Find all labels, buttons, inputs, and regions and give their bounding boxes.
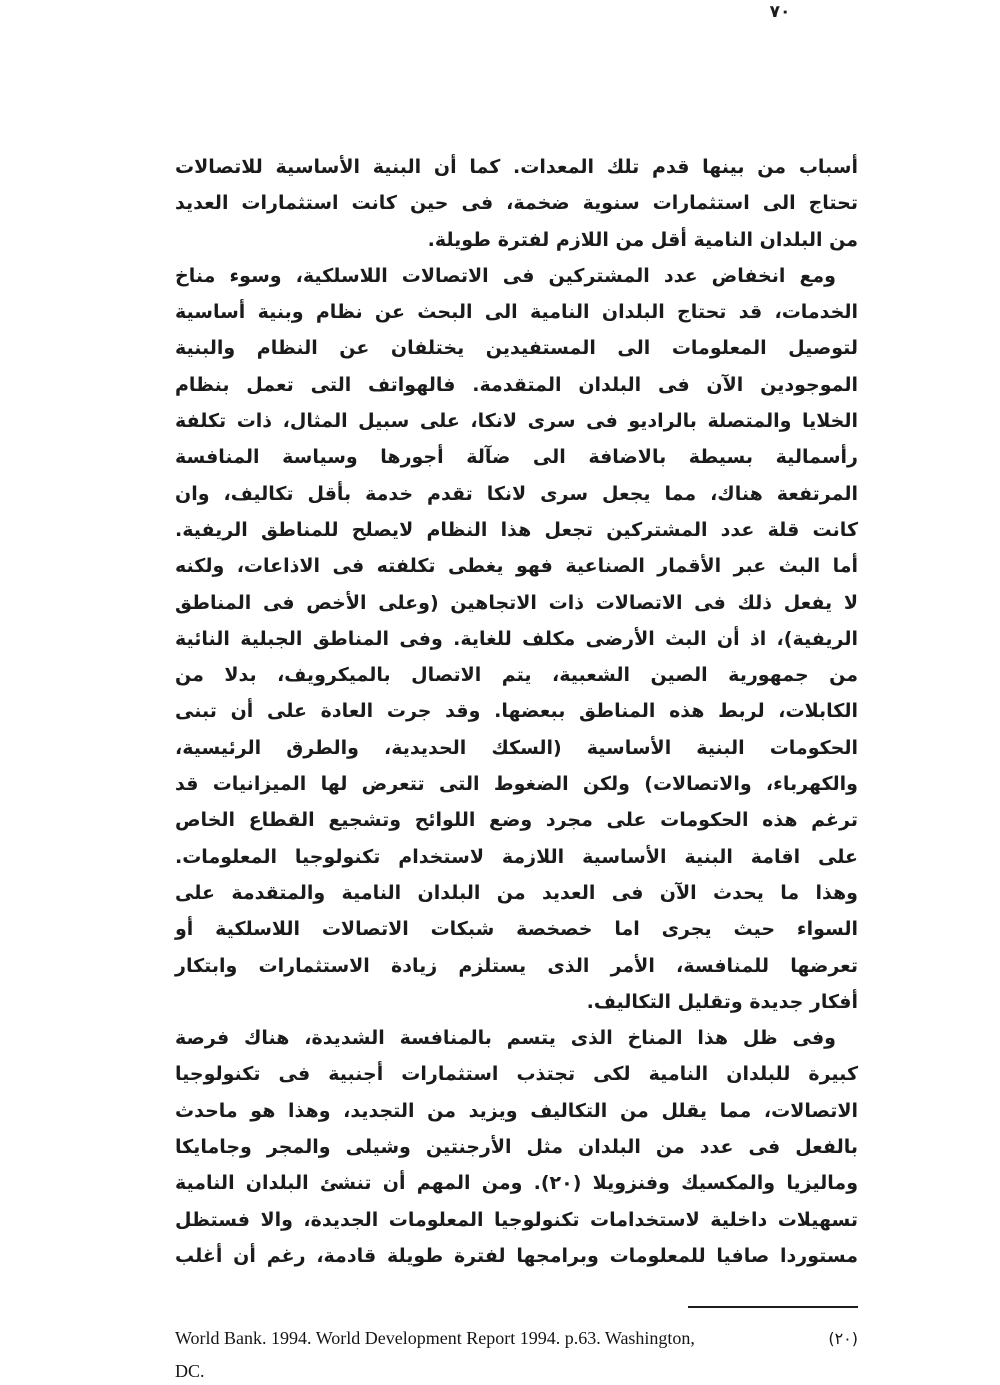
text-line: المرتفعة هناك، مما يجعل سرى لانكا تقدم خدمة بأقل تكاليف، وان — [175, 482, 858, 505]
body-text — [175, 149, 858, 1274]
text-line: تعرضها للمنافسة، الأمر الذى يستلزم زيادة الاستثمارات وابتكار — [175, 954, 858, 977]
text-line: من البلدان النامية أقل من اللازم لفترة طويلة. — [427, 228, 858, 251]
footnote-marker: (٢٠) — [828, 1329, 858, 1348]
text-line: تحتاج الى استثمارات سنوية ضخمة، فى حين كانت استثمارات العديد — [175, 192, 858, 215]
text-line: الخدمات، قد تحتاج البلدان النامية الى البحث عن نظام وبنية أساسية — [175, 301, 858, 324]
text-line: الريفية)، اذ أن البث الأرضى مكلف للغاية. وفى المناطق الجبلية النائية — [175, 627, 858, 650]
text-line: مستوردا صافيا للمعلومات وبرامجها لفترة طويلة قادمة، رغم أن أغلب — [175, 1244, 858, 1267]
text-line: الاتصالات، مما يقلل من التكاليف ويزيد من التجديد، وهذا هو ماحدث — [175, 1099, 858, 1122]
text-line: أسباب من بينها قدم تلك المعدات. كما أن البنية الأساسية للاتصالات — [175, 156, 858, 178]
text-line: وهذا ما يحدث الآن فى العديد من البلدان النامية والمتقدمة على — [175, 881, 858, 904]
text-line: لتوصيل المعلومات الى المستفيدين يختلفان عن النظام والبنية — [175, 337, 858, 360]
text-line: كبيرة للبلدان النامية لكى تجتذب استثمارات أجنبية فى تكنولوجيا — [175, 1063, 858, 1086]
text-line: وفى ظل هذا المناخ الذى يتسم بالمنافسة الشديدة، هناك فرصة — [175, 1027, 836, 1050]
text-line: السواء حيث يجرى اما خصخصة شبكات الاتصالات اللاسلكية أو — [175, 918, 858, 941]
text-line: الموجودين الآن فى البلدان المتقدمة. فالهواتف التى تعمل بنظام — [175, 373, 858, 396]
text-line: الحكومات البنية الأساسية (السكك الحديدية، والطرق الرئيسية، — [175, 736, 858, 759]
text-line: رأسمالية بسيطة بالاضافة الى ضآلة أجورها وسياسة المنافسة — [175, 446, 858, 469]
text-line: كانت قلة عدد المشتركين تجعل هذا النظام لايصلح للمناطق الريفية. — [175, 518, 858, 541]
text-line: ترغم هذه الحكومات على مجرد وضع اللوائح وتشجيع القطاع الخاص — [175, 809, 858, 832]
text-line: على اقامة البنية الأساسية اللازمة لاستخدام تكنولوجيا المعلومات. — [175, 845, 858, 868]
footnote-continuation: DC. — [175, 1361, 205, 1381]
text-line: تسهيلات داخلية لاستخدامات تكنولوجيا المعلومات الجديدة، والا فستظل — [175, 1208, 858, 1231]
text-line: أفكار جديدة وتقليل التكاليف. — [586, 990, 858, 1013]
page-number: ٧٠ — [769, 2, 791, 22]
text-line: الخلايا والمتصلة بالراديو فى سرى لانكا، على سبيل المثال، ذات تكلفة — [175, 410, 858, 433]
text-line: وماليزيا والمكسيك وفنزويلا (٢٠). ومن المهم أن تنشئ البلدان النامية — [175, 1172, 859, 1195]
footnote-divider — [688, 1306, 858, 1308]
footnote — [175, 1328, 858, 1349]
text-line: والكهرباء، والاتصالات) ولكن الضغوط التى تتعرض لها الميزانيات قد — [175, 773, 858, 796]
text-line: من جمهورية الصين الشعبية، يتم الاتصال بالميكرويف، بدلا من — [175, 664, 858, 687]
footnote-text: World Bank. 1994. World Development Report 1994. p.63. Washington, — [175, 1328, 695, 1348]
text-line: ومع انخفاض عدد المشتركين فى الاتصالات اللاسلكية، وسوء مناخ — [175, 264, 836, 287]
text-line: لا يفعل ذلك فى الاتصالات ذات الاتجاهين (وعلى الأخص فى المناطق — [175, 591, 858, 614]
text-line: أما البث عبر الأقمار الصناعية فهو يغطى تكلفته فى الاذاعات، ولكنه — [175, 555, 858, 578]
text-line: الكابلات، لربط هذه المناطق ببعضها. وقد جرت العادة على أن تبنى — [175, 700, 858, 723]
text-line: بالفعل فى عدد من البلدان مثل الأرجنتين وشيلى والمجر وجامايكا — [175, 1136, 858, 1159]
